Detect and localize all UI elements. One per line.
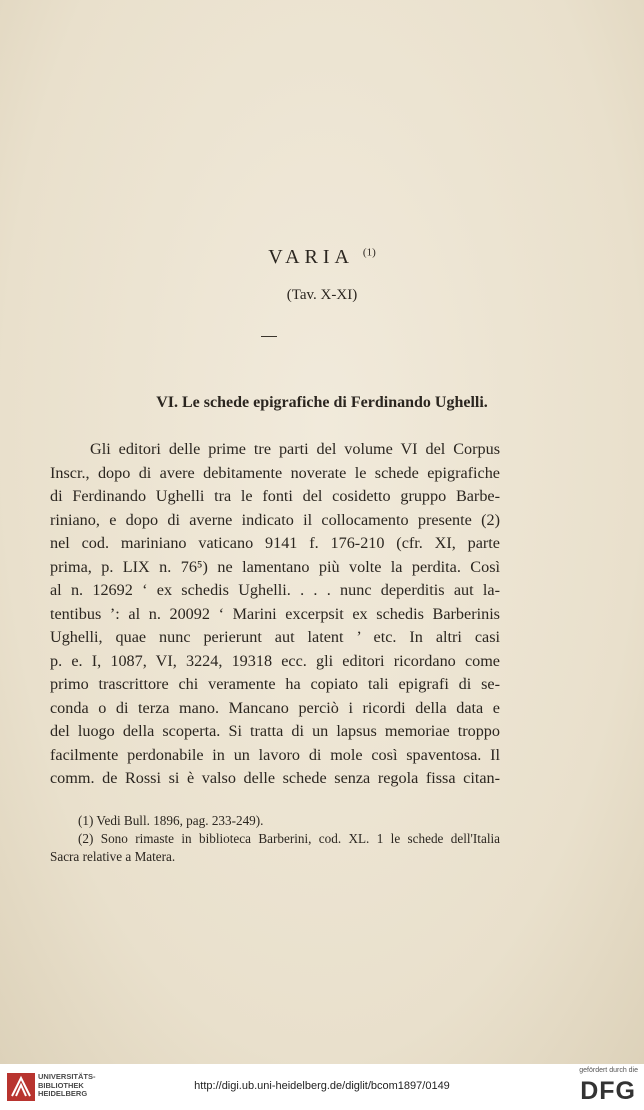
body-line: tentibus ’: al n. 20092 ‘ Marini excerpsit ex schedis Barberinis xyxy=(50,604,500,623)
body-line: al n. 12692 ‘ ex schedis Ughelli. . . . nunc deperditis aut la- xyxy=(50,581,500,599)
library-name: UNIVERSITÄTS- BIBLIOTHEK HEIDELBERG xyxy=(38,1072,96,1099)
body-line: nel cod. mariniano vaticano 9141 f. 176-210 (cfr. XI, parte xyxy=(50,534,500,552)
plate-reference: (Tav. X-XI) xyxy=(286,287,358,303)
body-line: riniano, e dopo di averne indicato il collocamento presente (2) xyxy=(50,510,500,529)
body-line: Gli editori delle prime tre parti del volume VI del Corpus xyxy=(90,440,500,458)
page-title: VARIA $^{(1)}$ xyxy=(268,246,376,268)
body-line: facilmente perdonabile in un lavoro di mole così spaventosa. Il xyxy=(50,745,500,764)
body-line: di Ferdinando Ughelli tra le fonti del cosidetto gruppo Barbe- xyxy=(50,487,500,505)
body-text xyxy=(50,438,500,791)
body-line: conda o di terza mano. Mancano perciò i ricordi della data e xyxy=(50,698,500,717)
body-line: comm. de Rossi si è valso delle schede senza regola fissa citan- xyxy=(50,769,500,787)
body-line: del luogo della scoperta. Si tratta di un lapsus memoriae troppo xyxy=(50,722,500,740)
body-line: p. e. I, 1087, VI, 3224, 19318 ecc. gli editori ricordano come xyxy=(50,651,500,670)
footnote: (2) Sono rimaste in biblioteca Barberini, cod. XL. 1 le schede dell'Italia xyxy=(78,831,500,846)
footnote: Sacra relative a Matera. xyxy=(50,849,176,864)
dfg-logo: DFG xyxy=(580,1077,636,1105)
divider xyxy=(261,336,277,337)
title-note-ref: (1) xyxy=(362,246,376,259)
body-line: Ughelli, quae nunc perierunt aut latent ’ etc. In altri casi xyxy=(50,628,500,646)
body-line: primo trascrittore chi veramente ha copiato tali epigrafi di se- xyxy=(50,675,500,693)
source-url-link[interactable]: http://digi.ub.uni-heidelberg.de/diglit/bcom1897/0149 xyxy=(194,1080,450,1092)
footnotes xyxy=(50,812,500,866)
section-heading: VI. Le schede epigrafiche di Ferdinando Ughelli. xyxy=(156,394,488,411)
body-line: Inscr., dopo di avere debitamente noverate le schede epigrafiche xyxy=(50,463,500,482)
funded-by-label: gefördert durch die xyxy=(579,1067,638,1074)
footnote: (1) Vedi Bull. 1896, pag. 233-249). xyxy=(78,813,264,828)
body-line: prima, p. LIX n. 76⁵) ne lamentano più volte la perdita. Così xyxy=(50,557,500,576)
footer-bar xyxy=(0,1064,644,1110)
